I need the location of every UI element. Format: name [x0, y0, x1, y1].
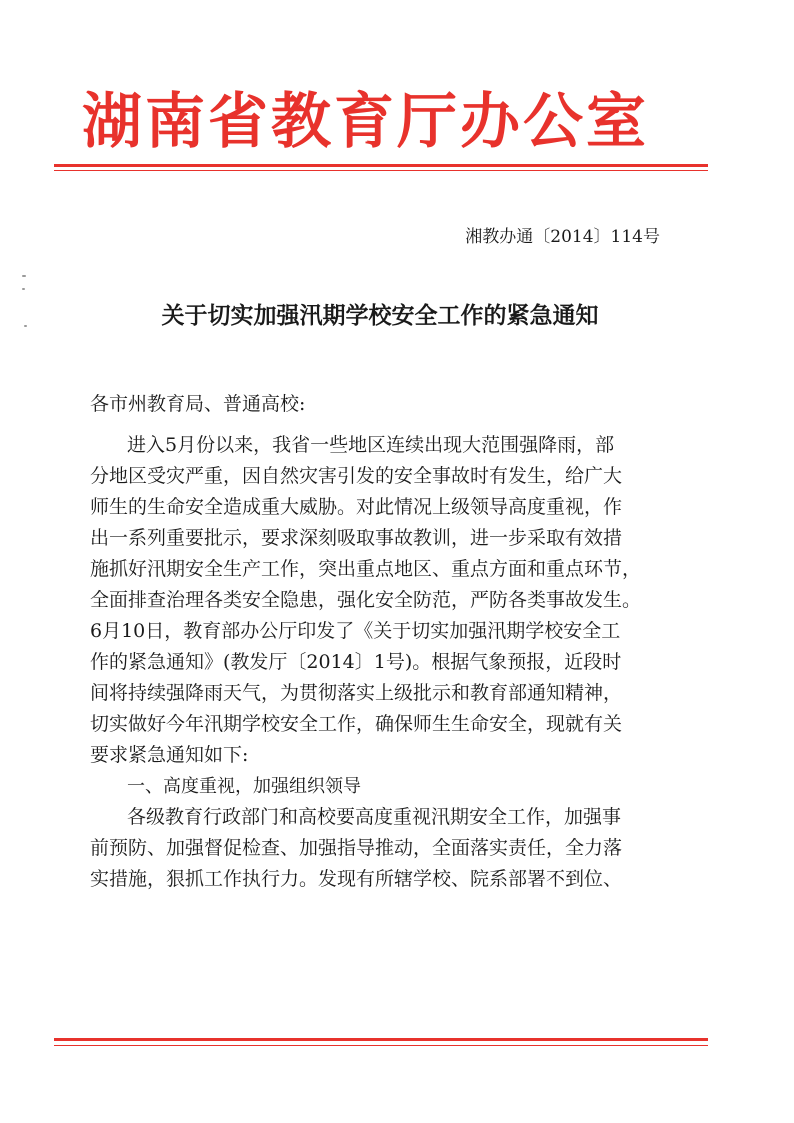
body-line: 出一系列重要批示，要求深刻吸取事故教训，进一步采取有效措	[90, 527, 623, 549]
body-line: 施抓好汛期安全生产工作，突出重点地区、重点方面和重点环节，	[90, 558, 642, 580]
body-line: 分地区受灾严重，因自然灾害引发的安全事故时有发生，给广大	[90, 465, 623, 487]
scan-speck	[24, 325, 27, 327]
body-line: 作的紧急通知》(教发厅〔2014〕1号)。根据气象预报，近段时	[90, 651, 622, 673]
body-line: 师生的生命安全造成重大威胁。对此情况上级领导高度重视，作	[90, 496, 623, 518]
body-line: 全面排查治理各类安全隐患，强化安全防范，严防各类事故发生。	[90, 589, 642, 611]
body-line: 6月10日，教育部办公厅印发了《关于切实加强汛期学校安全工	[90, 620, 621, 642]
scan-speck	[22, 275, 26, 277]
section-heading: 一、高度重视，加强组织领导	[127, 776, 361, 797]
body-line: 切实做好今年汛期学校安全工作，确保师生生命安全，现就有关	[90, 713, 623, 735]
footer-rule-thick	[54, 1038, 708, 1041]
body-line: 实措施，狠抓工作执行力。发现有所辖学校、院系部署不到位、	[90, 868, 623, 890]
body-line: 进入5月份以来，我省一些地区连续出现大范围强降雨，部	[127, 434, 615, 456]
salutation: 各市州教育局、普通高校:	[90, 393, 306, 415]
body-line: 要求紧急通知如下:	[90, 744, 249, 766]
body-line: 间将持续强降雨天气，为贯彻落实上级批示和教育部通知精神，	[90, 682, 623, 704]
letterhead-rule-thin	[54, 170, 708, 171]
body-text	[90, 430, 670, 895]
letterhead-title: 湖南省教育厅办公室	[82, 87, 649, 157]
body-line: 前预防、加强督促检查、加强指导推动，全面落实责任，全力落	[90, 837, 623, 859]
footer-rule-thin	[54, 1045, 708, 1046]
document-number: 湘教办通〔2014〕114号	[465, 227, 660, 247]
letterhead-rule-thick	[54, 164, 708, 167]
document-title: 关于切实加强汛期学校安全工作的紧急通知	[161, 302, 599, 329]
scan-speck	[22, 288, 25, 290]
body-line: 各级教育行政部门和高校要高度重视汛期安全工作，加强事	[127, 806, 622, 828]
